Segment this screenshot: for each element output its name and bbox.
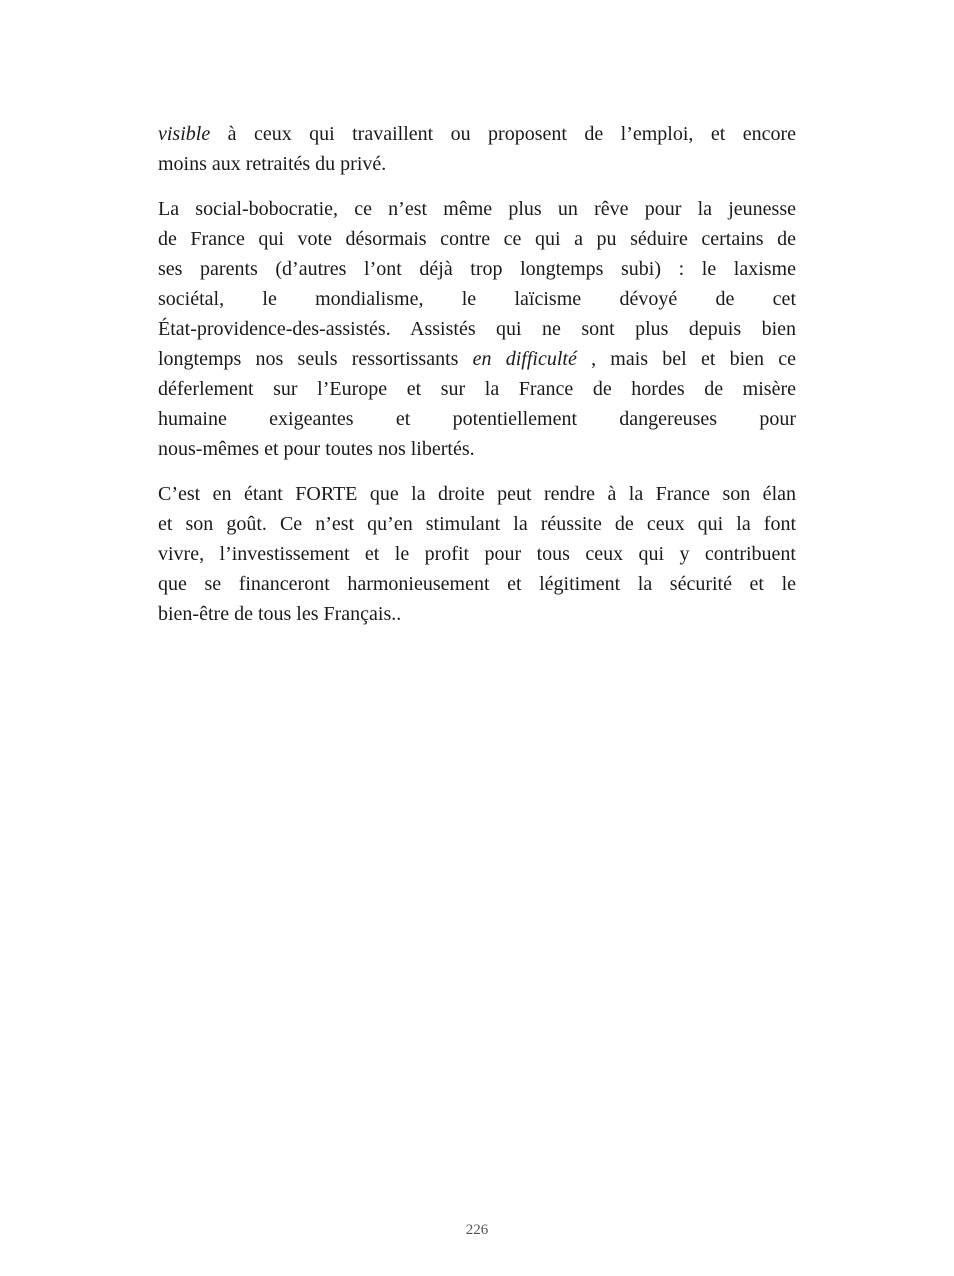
- text-segment: nous-mêmes et pour toutes nos libertés.: [158, 438, 475, 460]
- paragraph: [158, 194, 796, 464]
- text-line: [158, 224, 796, 254]
- text-line: [158, 374, 796, 404]
- paragraph: [158, 479, 796, 629]
- text-line: [158, 599, 796, 629]
- text-segment: que se financeront harmonieusement et légitiment la sécurité et le: [158, 573, 796, 595]
- text-segment: , mais bel et bien ce: [576, 348, 796, 370]
- text-segment: de France qui vote désormais contre ce qui a pu séduire certains de: [158, 228, 796, 250]
- text-line: [158, 404, 796, 434]
- text-segment: vivre, l’investissement et le profit pour tous ceux qui y contribuent: [158, 543, 796, 565]
- text-line: [158, 194, 796, 224]
- page-body: [158, 119, 796, 644]
- text-segment: bien-être de tous les Français..: [158, 603, 402, 625]
- text-segment: humaine exigeantes et potentiellement dangereuses pour: [158, 408, 796, 430]
- text-segment: État-providence-des-assistés. Assistés qui ne sont plus depuis bien: [158, 318, 796, 340]
- text-line: [158, 434, 796, 464]
- italic-text: visible: [158, 123, 211, 145]
- paragraph: [158, 119, 796, 179]
- text-segment: La social-bobocratie, ce n’est même plus un rêve pour la jeunesse: [158, 198, 796, 220]
- text-line: [158, 149, 796, 179]
- text-line: [158, 539, 796, 569]
- text-line: [158, 254, 796, 284]
- text-segment: C’est en étant FORTE que la droite peut rendre à la France son élan: [158, 483, 796, 505]
- italic-text: en difficulté: [472, 348, 577, 370]
- text-segment: à ceux qui travaillent ou proposent de l’emploi, et encore: [210, 123, 796, 145]
- text-segment: et son goût. Ce n’est qu’en stimulant la réussite de ceux qui la font: [158, 513, 796, 535]
- text-line: [158, 509, 796, 539]
- text-segment: déferlement sur l’Europe et sur la France de hordes de misère: [158, 378, 796, 400]
- text-line: [158, 119, 796, 149]
- text-line: [158, 314, 796, 344]
- text-segment: sociétal, le mondialisme, le laïcisme dévoyé de cet: [158, 288, 796, 310]
- text-line: [158, 284, 796, 314]
- text-segment: moins aux retraités du privé.: [158, 153, 387, 175]
- text-segment: longtemps nos seuls ressortissants: [158, 348, 473, 370]
- text-line: [158, 344, 796, 374]
- page-number: 226: [465, 1222, 489, 1238]
- text-line: [158, 479, 796, 509]
- text-segment: ses parents (d’autres l’ont déjà trop longtemps subi) : le laxisme: [158, 258, 796, 280]
- text-line: [158, 569, 796, 599]
